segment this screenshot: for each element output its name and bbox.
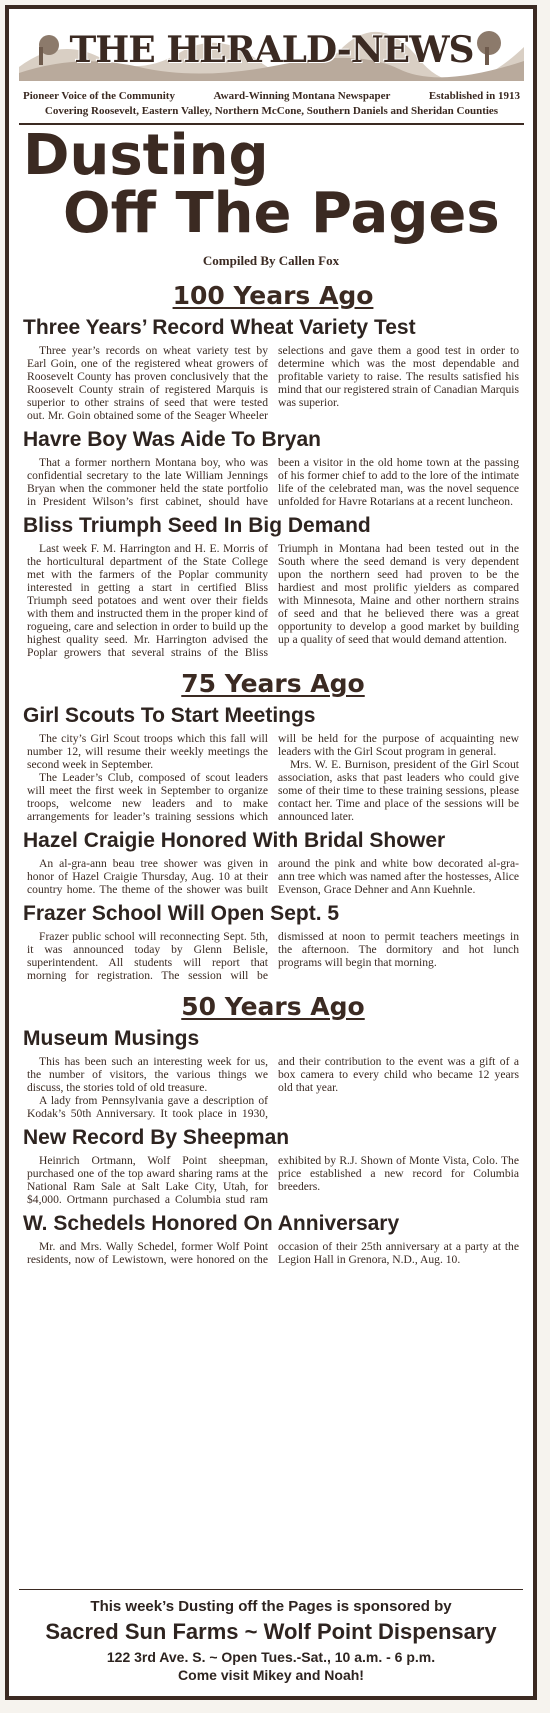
- sponsor-name: Sacred Sun Farms ~ Wolf Point Dispensary: [45, 1619, 497, 1644]
- story-body: [27, 930, 519, 982]
- masthead: [19, 15, 524, 125]
- story-body: [27, 344, 519, 422]
- story-body: [27, 542, 519, 659]
- story-body: [27, 732, 519, 823]
- sponsor-intro: This week’s Dusting off the Pages is sponsored by: [90, 1598, 452, 1615]
- story-paragraph: The city’s Girl Scout troops which this fall will number 12, will resume their weekly meetings the second week in September.: [27, 732, 268, 771]
- story-body: [27, 857, 519, 896]
- tagline-left: Pioneer Voice of the Community: [23, 90, 175, 102]
- story-title: Museum Musings: [23, 1027, 200, 1050]
- story-paragraph: An al-gra-ann beau tree shower was given in honor of Hazel Craigie Thursday, Aug. 10 at their country home. The theme of the shower was built around the pink and white bow decorated al-gra-ann tree which was named after the hostesses, Alice Evenson, Grace Dehner and Ann Kuehnle.: [27, 857, 519, 896]
- story-body: [27, 1055, 519, 1120]
- story-title: W. Schedels Honored On Anniversary: [23, 1212, 400, 1235]
- story-body: [27, 1240, 519, 1266]
- story-paragraph: This has been such an interesting week for us, the number of visitors, the various things we discuss, the stories told of old treasure.: [27, 1055, 268, 1094]
- sponsor-tagline: Come visit Mikey and Noah!: [178, 1667, 364, 1683]
- newspaper-title: THE HERALD-NEWS: [69, 29, 474, 71]
- tagline-center: Award-Winning Montana Newspaper: [213, 90, 391, 102]
- masthead-tagline-row: [23, 89, 520, 103]
- page-headline: [23, 123, 523, 246]
- sponsor-box: [19, 1589, 523, 1683]
- story-paragraph: Last week F. M. Harrington and H. E. Morris of the horticultural department of the State College met with the farmers of the Poplar community interested in getting a start in certified Bliss Triumph seed potatoes and went over their fields with them and instructed them in the proper kind of rogueing, care and selection in order to build up the highest quality seed. Mr. Harrington advised the Poplar growers that several strains of the Bliss Triumph in Montana had been tested out in the South where the seed demand is very dependent upon the northern seed had proven to be the hardiest and most prolific yielders as compared with Minnesota, Maine and other northern strains of seed and that he believed there was a great opportunity to develop a good market by building up a quality of seed that would demand attention.: [27, 542, 519, 659]
- story-paragraph: The Leader’s Club, composed of scout leaders will meet the first week in September to organize troops, welcome new leaders and to make arrangements for leader’s training sessions which will be held for the purpose of acquainting new leaders with the Girl Scout program in general.: [27, 732, 519, 823]
- newspaper-page: [5, 5, 537, 1700]
- tagline-right: Established in 1913: [428, 90, 520, 102]
- story-body: [27, 456, 519, 508]
- era-heading: 50 Years Ago: [181, 992, 365, 1021]
- story-paragraph: Heinrich Ortmann, Wolf Point sheepman, purchased one of the top award sharing rams at the National Ram Sale at Salt Lake City, Utah, for $4,000. Ortmann purchased a Columbia stud ram exhibited by R.J. Shown of Monte Vista, Colo. The price established a new record for Columbia breeders.: [27, 1154, 519, 1206]
- sponsor-address-hours: 122 3rd Ave. S. ~ Open Tues.-Sat., 10 a.m. - 6 p.m.: [106, 1649, 436, 1665]
- headline-line-2: Off The Pages: [63, 181, 500, 246]
- story-body: [27, 1154, 519, 1206]
- era-heading: 100 Years Ago: [172, 281, 374, 310]
- story-title: Hazel Craigie Honored With Bridal Shower: [23, 829, 446, 852]
- story-title: Bliss Triumph Seed In Big Demand: [23, 514, 371, 537]
- coverage-line: Covering Roosevelt, Eastern Valley, Northern McCone, Southern Daniels and Sheridan Counties: [44, 105, 499, 117]
- story-title: Havre Boy Was Aide To Bryan: [23, 428, 321, 451]
- story-title: New Record By Sheepman: [23, 1126, 290, 1149]
- era-heading: 75 Years Ago: [181, 669, 365, 698]
- articles-container: [23, 271, 523, 1266]
- story-paragraph: That a former northern Montana boy, who was confidential secretary to the late William Jennings Bryan when the commoner held the state portfolio in President Wilson’s first cabinet, should have been a visitor in the old home town at the passing of his former chief to add to the lore of the intimate life of the celebrated man, was the novel sequence unfolded for Havre Rotarians at a recent luncheon.: [27, 456, 519, 508]
- story-paragraph: Mr. and Mrs. Wally Schedel, former Wolf Point residents, now of Lewistown, were honored on the occasion of their 25th anniversary at a party at the Legion Hall in Grenora, N.D., Aug. 10.: [27, 1240, 519, 1266]
- story-paragraph: Frazer public school will reconnecting Sept. 5th, it was announced today by Glenn Belisle, superintendent. All students will report that morning for registration. The session will be dismissed at noon to permit teachers meetings in the afternoon. The dormitory and hot lunch programs will begin that morning.: [27, 930, 519, 982]
- story-paragraph: A lady from Pennsylvania gave a description of Kodak’s 50th Anniversary. It took place in 1930, and their contribution to the event was a gift of a box camera to every child who became 12 years old that year.: [27, 1055, 519, 1120]
- story-title: Three Years’ Record Wheat Variety Test: [23, 316, 416, 339]
- story-title: Frazer School Will Open Sept. 5: [23, 902, 340, 925]
- byline: Compiled By Callen Fox: [202, 253, 340, 268]
- story-title: Girl Scouts To Start Meetings: [23, 704, 316, 727]
- story-paragraph: Mrs. W. E. Burnison, president of the Girl Scout association, asks that past leaders who could give some of their time to these training sessions, please contact her. Time and place of the sessions will be announced later.: [278, 758, 519, 823]
- story-paragraph: Three year’s records on wheat variety test by Earl Goin, one of the registered wheat growers of Roosevelt County has proven conclusively that the Roosevelt County strain of registered Marquis is superior to other strains of seed that were tested out. Mr. Goin obtained some of the Seager Wheeler selections and gave them a good test in order to determine which was the most dependable and profitable variety to raise. The results satisfied his mind that our registered strain of Canadian Marquis was superior.: [27, 344, 519, 422]
- headline-line-1: Dusting: [23, 123, 269, 188]
